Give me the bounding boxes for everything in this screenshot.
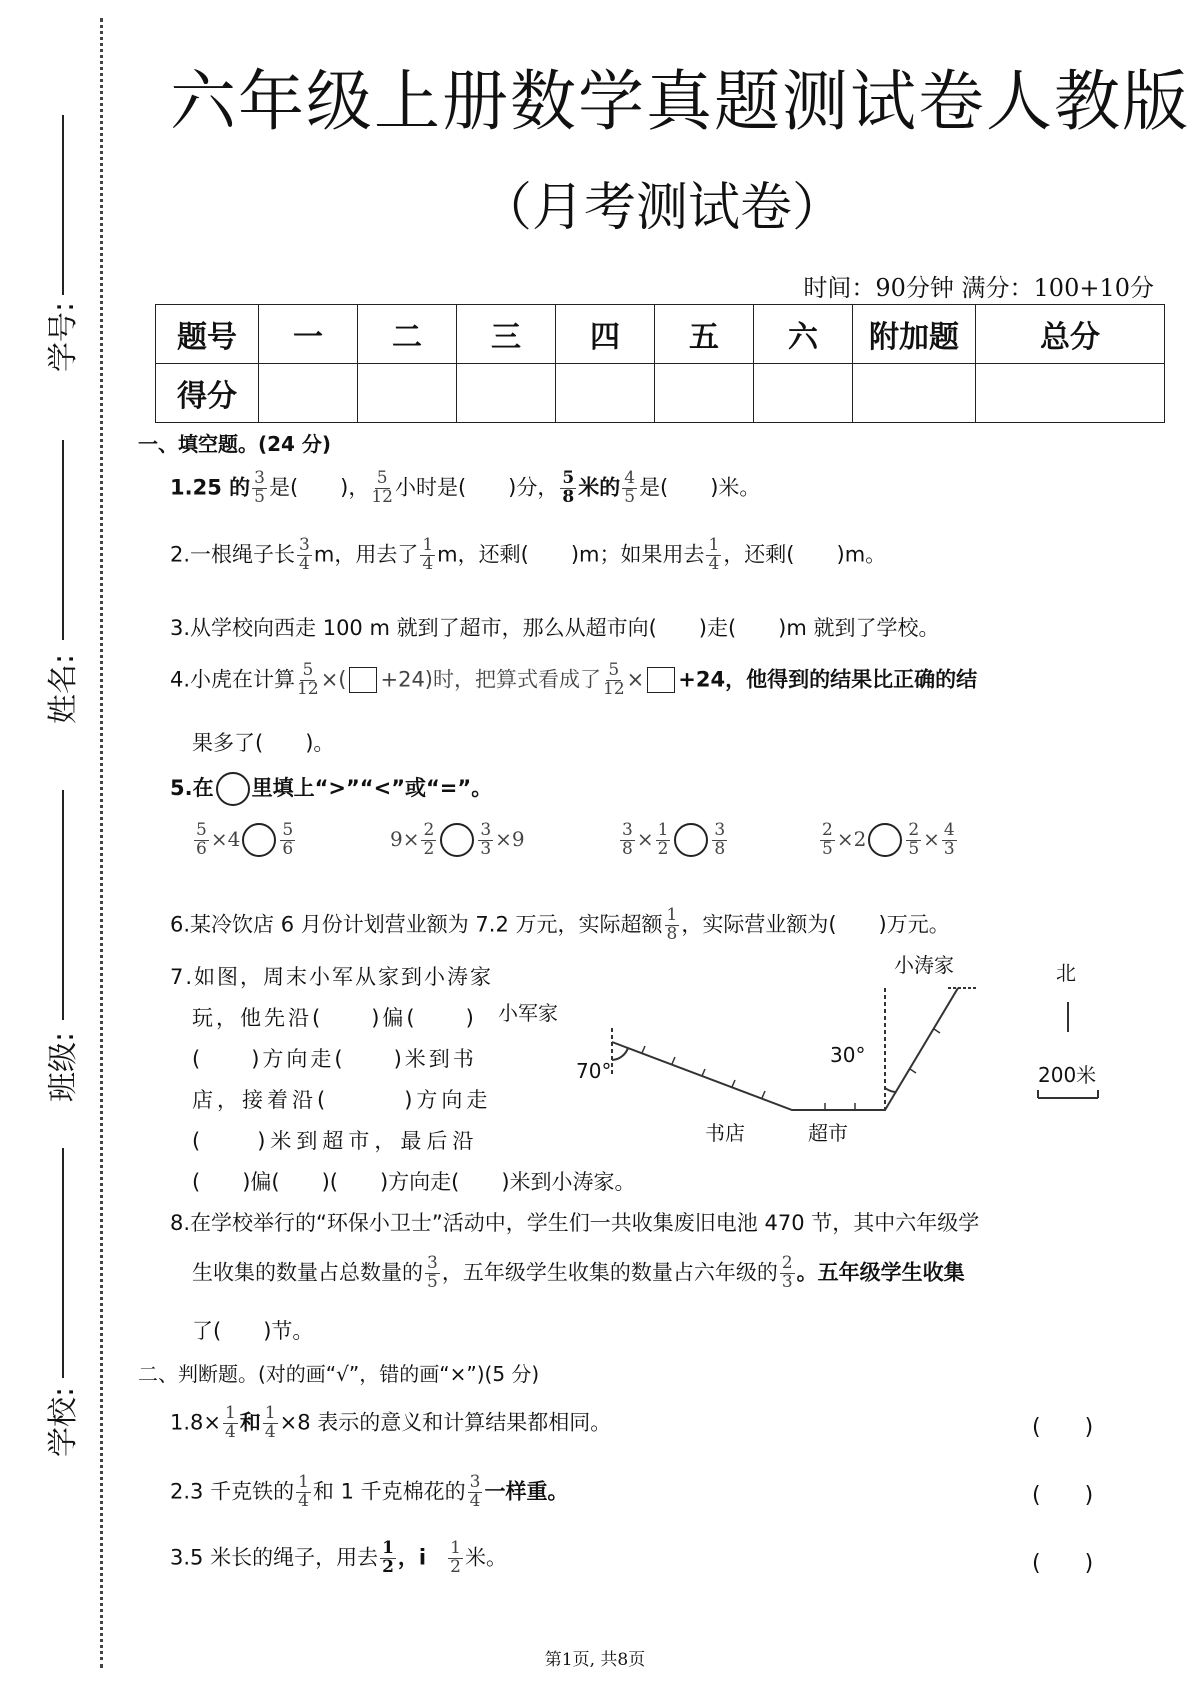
- compare-text: ×: [923, 826, 940, 851]
- map-label-friend: 小涛家: [894, 953, 954, 977]
- fraction: $\frac{5}{8}$: [562, 468, 575, 507]
- fraction: $\frac{2}{5}$: [822, 820, 833, 859]
- q5-text: 5.在: [170, 776, 214, 800]
- q2-text: 2.一根绳子长: [170, 542, 296, 567]
- q4-text: ×(: [320, 667, 347, 692]
- q6-text: ，实际营业额为( )万元。: [681, 912, 950, 937]
- compare-text: ×4: [210, 826, 241, 851]
- xingming-label: 姓名:: [46, 653, 81, 724]
- score-header-cell: 一: [259, 305, 358, 364]
- compare-circle: [216, 772, 250, 806]
- xuexiao-label: 学校:: [46, 1386, 81, 1457]
- question-5: [170, 772, 492, 806]
- q5-text: 里填上“>”“<”或“=”。: [251, 776, 493, 800]
- j3-text: 3.5 米长的绳子，用去: [170, 1545, 379, 1570]
- fraction: $\frac{5}{12}$: [371, 468, 393, 507]
- fraction: $\frac{1}{4}$: [225, 1403, 236, 1442]
- route-tick: [910, 1069, 916, 1073]
- xuexiao-line: [62, 1148, 64, 1378]
- route-path: [612, 988, 958, 1110]
- fraction: $\frac{2}{2}$: [423, 820, 435, 859]
- score-header-cell: 六: [754, 305, 853, 364]
- fraction: $\frac{3}{3}$: [480, 820, 492, 859]
- fraction: $\frac{1}{4}$: [264, 1403, 276, 1442]
- map-label-bookstore: 书店: [705, 1121, 745, 1145]
- q1-text: 是( )，: [268, 475, 370, 500]
- map-label-scale: 200米: [1038, 1063, 1097, 1087]
- q2-text: m，用去了: [313, 542, 419, 567]
- fraction: $\frac{3}{8}$: [622, 820, 633, 859]
- fraction: $\frac{1}{2}$: [450, 1538, 461, 1577]
- score-cell[interactable]: [754, 364, 853, 423]
- question-2: [170, 537, 886, 574]
- binding-dotted-line: [100, 18, 103, 1668]
- angle-arc-30: [885, 1088, 895, 1092]
- q4-text: ×: [626, 667, 645, 692]
- compare-circle[interactable]: [674, 823, 708, 857]
- question-7-line: 玩，他先沿( )偏( ): [192, 1006, 477, 1030]
- q1-text: 小时是( )分，: [394, 475, 559, 500]
- score-header-cell: 总分: [976, 305, 1165, 364]
- map-label-north: 北: [1056, 961, 1076, 985]
- route-tick: [672, 1057, 675, 1064]
- score-row-label: 得分: [156, 364, 259, 423]
- compare-circle[interactable]: [868, 823, 902, 857]
- answer-paren[interactable]: ( ): [1032, 1551, 1094, 1576]
- q6-text: 6.某冷饮店 6 月份计划营业额为 7.2 万元，实际超额: [170, 912, 663, 937]
- fraction: $\frac{1}{2}$: [382, 1538, 394, 1577]
- score-cell[interactable]: [457, 364, 556, 423]
- question-3: 3.从学校向西走 100 m 就到了超市，那么从超市向( )走( )m 就到了学校。: [170, 616, 940, 640]
- score-header-row: [156, 305, 1165, 364]
- xuehao-line: [62, 115, 64, 295]
- judge-3: [170, 1540, 507, 1577]
- section2-heading: 二、判断题。(对的画“√”，错的画“×”)(5 分): [138, 1362, 540, 1386]
- map-label-market: 超市: [808, 1121, 848, 1145]
- fraction: $\frac{3}{8}$: [714, 820, 726, 859]
- fraction: $\frac{1}{4}$: [422, 535, 434, 574]
- q1-text: 米的: [578, 475, 621, 500]
- route-tick: [702, 1069, 705, 1076]
- exam-meta: 时间：90分钟 满分：100+10分: [803, 274, 1154, 302]
- question-4: [170, 662, 977, 699]
- question-7-line: 7.如图，周末小军从家到小涛家: [170, 965, 494, 989]
- fraction: $\frac{1}{2}$: [657, 820, 669, 859]
- page-title: 六年级上册数学真题测试卷人教版: [170, 63, 1190, 140]
- compare-text: ×9: [495, 826, 525, 851]
- compare-text: ×2: [836, 826, 867, 851]
- score-header-cell: 三: [457, 305, 556, 364]
- score-cell[interactable]: [655, 364, 754, 423]
- question-8-line: 了( )节。: [192, 1319, 314, 1343]
- j3-text: ，i: [397, 1545, 427, 1570]
- score-cell[interactable]: [556, 364, 655, 423]
- j2-text: 2.3 千克铁的: [170, 1479, 295, 1504]
- q4-text: +24，他得到的结果比正确的结: [678, 667, 978, 692]
- answer-paren[interactable]: ( ): [1032, 1483, 1094, 1508]
- q8-text: 生收集的数量占总数量的: [192, 1260, 423, 1285]
- xuehao-label: 学号:: [46, 301, 81, 372]
- j2-text: 和 1 千克棉花的: [312, 1479, 466, 1504]
- fraction: $\frac{2}{3}$: [781, 1253, 793, 1292]
- score-cell[interactable]: [853, 364, 976, 423]
- score-header-cell: 五: [655, 305, 754, 364]
- score-cell[interactable]: [358, 364, 457, 423]
- question-6: [170, 907, 950, 944]
- q1-text: 1.25 的: [170, 475, 251, 500]
- banji-line: [62, 790, 64, 1020]
- fraction: $\frac{3}{5}$: [427, 1253, 438, 1292]
- fraction: $\frac{4}{3}$: [943, 820, 955, 859]
- score-cell[interactable]: [976, 364, 1165, 423]
- map-label-angle1: 70°: [576, 1059, 612, 1083]
- fraction: $\frac{1}{4}$: [298, 1472, 309, 1511]
- fraction: $\frac{3}{4}$: [469, 1472, 481, 1511]
- answer-paren[interactable]: ( ): [1032, 1415, 1094, 1440]
- q4-text: +24)时，把算式看成了: [380, 667, 601, 692]
- fraction: $\frac{5}{12}$: [297, 660, 319, 699]
- compare-circle[interactable]: [242, 823, 276, 857]
- judge-2: [170, 1474, 568, 1511]
- fraction: $\frac{1}{4}$: [708, 535, 720, 574]
- compare-item: [192, 822, 297, 859]
- fraction: $\frac{3}{5}$: [254, 468, 265, 507]
- route-tick: [934, 1029, 940, 1033]
- xingming-line: [62, 440, 64, 640]
- j2-text: 一样重。: [484, 1479, 569, 1504]
- compare-item: [618, 822, 729, 859]
- q2-text: ，还剩( )m。: [723, 542, 887, 567]
- question-7-line: 店，接着沿( )方向走: [192, 1088, 492, 1112]
- fraction: $\frac{4}{5}$: [624, 468, 636, 507]
- score-header-cell: 附加题: [853, 305, 976, 364]
- question-1: [170, 470, 760, 507]
- compare-item: [818, 822, 959, 859]
- fraction: $\frac{2}{5}$: [908, 820, 920, 859]
- score-header-cell: 题号: [156, 305, 259, 364]
- fraction: $\frac{5}{12}$: [603, 660, 625, 699]
- compare-text: ×: [636, 826, 654, 851]
- angle-arc-70: [612, 1048, 628, 1060]
- question-4-cont: 果多了( )。: [192, 731, 335, 755]
- route-tick: [732, 1080, 735, 1087]
- fraction: $\frac{1}{8}$: [666, 905, 678, 944]
- blank-box: [647, 667, 675, 693]
- q2-text: m，还剩( )m；如果用去: [437, 542, 705, 567]
- compare-circle[interactable]: [440, 823, 474, 857]
- fraction: $\frac{5}{6}$: [196, 820, 207, 859]
- q8-text: 。五年级学生收集: [796, 1260, 965, 1285]
- section1-heading: 一、填空题。(24 分): [138, 432, 332, 456]
- q8-text: ，五年级学生收集的数量占六年级的: [441, 1260, 778, 1285]
- page-subtitle: （月考测试卷）: [480, 178, 845, 238]
- fraction: $\frac{3}{4}$: [299, 535, 310, 574]
- score-header-cell: 二: [358, 305, 457, 364]
- j1-text: 1.8×: [170, 1410, 221, 1435]
- route-tick: [642, 1046, 645, 1053]
- j3-text: 米。: [464, 1545, 507, 1570]
- question-7-line: ( )方向走( )米到书: [192, 1047, 477, 1071]
- blank-box: [349, 667, 377, 693]
- score-header-cell: 四: [556, 305, 655, 364]
- q1-text: 是( )米。: [639, 475, 761, 500]
- j1-text: 和: [239, 1410, 261, 1435]
- map-label-angle2: 30°: [830, 1043, 866, 1067]
- score-table: [155, 304, 1165, 423]
- page-footer: 第1页, 共8页: [544, 1650, 646, 1670]
- question-7-line: ( )偏( )( )方向走( )米到小涛家。: [192, 1170, 636, 1194]
- j1-text: ×8 表示的意义和计算结果都相同。: [279, 1410, 612, 1435]
- question-8-line: 8.在学校举行的“环保小卫士”活动中，学生们一共收集废旧电池 470 节，其中六年级学: [170, 1211, 980, 1235]
- compare-item: [390, 822, 525, 859]
- fraction: $\frac{5}{6}$: [282, 820, 294, 859]
- judge-1: [170, 1405, 611, 1442]
- question-8-line: [192, 1255, 965, 1292]
- route-tick: [762, 1091, 765, 1098]
- q4-text: 4.小虎在计算: [170, 667, 296, 692]
- compare-text: 9×: [390, 826, 420, 851]
- score-cell[interactable]: [259, 364, 358, 423]
- map-label-home: 小军家: [498, 1001, 558, 1025]
- banji-label: 班级:: [46, 1031, 81, 1102]
- question-7-line: ( )米到超市，最后沿: [192, 1129, 479, 1153]
- score-row: [156, 364, 1165, 423]
- route-map: [498, 950, 1130, 1150]
